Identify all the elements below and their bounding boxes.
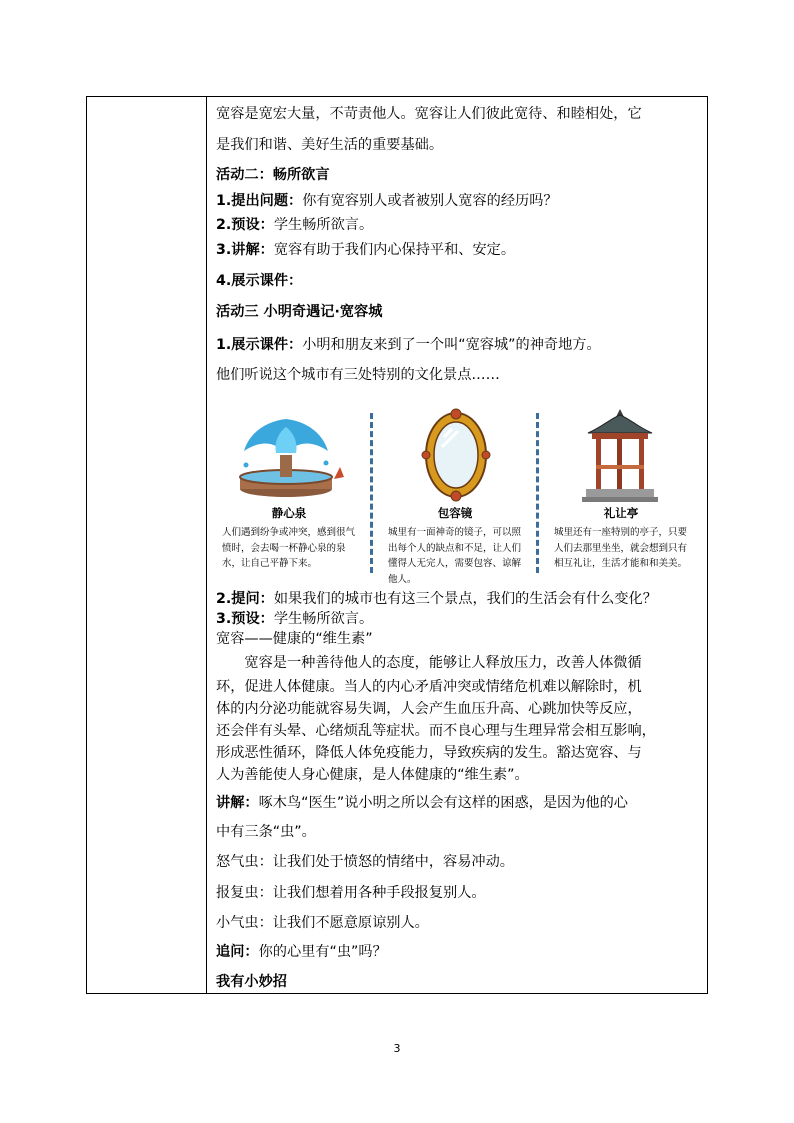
dashed-divider [536,413,539,573]
figure-item-text: 城里有一面神奇的镜子，可以照出每个人的缺点和不足，让人们懂得人无完人，需要包容、谅解他人。 [388,527,522,585]
activity-2-title: 活动二：畅所欲言 [216,167,330,183]
activity-3-step-1: 1.展示课件：小明和朋友来到了一个叫“宽容城”的神奇地方。 [216,337,601,353]
bug-anger: 怒气虫：让我们处于愤怒的情绪中，容易冲动。 [216,854,514,870]
follow-up-question: 追问：你的心里有“虫”吗？ [216,944,387,960]
question-2: 2.提问：如果我们的城市也有这三个景点，我们的生活会有什么变化？ [216,591,657,607]
bug-petty: 小气虫：让我们不愿意原谅别人。 [216,915,429,931]
dashed-divider [370,413,373,573]
step-explain: 3.讲解：宽容有助于我们内心保持平和、安定。 [216,242,516,258]
preset-3: 3.预设：学生畅所欲言。 [216,611,374,627]
health-para-line: 体的内分泌功能就容易失调，人会产生血压升高、心跳加快等反应， [216,701,642,717]
explain-line-2: 中有三条“虫”。 [216,824,316,840]
tip-heading: 我有小妙招 [216,974,287,990]
step-question: 1.提出问题：你有宽容别人或者被别人宽容的经历吗？ [216,193,558,209]
health-para-line: 还会伴有头晕、心绪烦乱等症状。而不良心理与生理异常会相互影响， [216,723,656,739]
figure-item-text: 城里还有一座特别的亭子，只要人们去那里坐坐，就会想到只有相互礼让，生活才能和和美美。 [554,527,688,569]
activity-3-title: 活动三 小明奇遇记·宽容城 [216,304,383,320]
health-para-line: 形成恶性循环，降低人体免疫能力，导致疾病的发生。豁达宽容、与 [216,745,642,761]
health-subtitle: 宽容——健康的“维生素” [216,631,373,647]
figure-item-name: 包容镜 [437,506,473,520]
pavilion-icon [548,407,694,503]
figure-item-text: 人们遇到纷争或冲突，感到很气愤时，会去喝一杯静心泉的泉水，让自己平静下来。 [222,527,356,569]
table-left-column [87,97,207,993]
three-sites-figure [216,407,700,587]
intro-line-2: 是我们和谐、美好生活的重要基础。 [216,137,444,153]
figure-item-name: 礼让亭 [603,506,639,520]
explain-line-1: 讲解：啄木鸟“医生”说小明之所以会有这样的困惑，是因为他的心 [216,795,628,811]
figure-item-fountain [216,407,362,587]
page-number: 3 [393,1042,401,1055]
step-show-courseware: 4.展示课件： [216,273,303,289]
mirror-icon [382,407,528,503]
figure-item-mirror [382,407,528,587]
fountain-icon [216,407,362,503]
intro-line-1: 宽容是宽宏大量，不苛责他人。宽容让人们彼此宽待、和睦相处，它 [216,106,642,122]
health-para-line: 人为善能使人身心健康，是人体健康的“维生素”。 [216,767,529,783]
bug-revenge: 报复虫：让我们想着用各种手段报复别人。 [216,885,486,901]
activity-3-line-2: 他们听说这个城市有三处特别的文化景点…… [216,367,500,383]
figure-item-pavilion [548,407,694,587]
figure-item-name: 静心泉 [271,506,307,520]
health-para-line: 宽容是一种善待他人的态度，能够让人释放压力，改善人体微循 [216,655,642,671]
lesson-table [86,96,708,994]
step-preset: 2.预设：学生畅所欲言。 [216,217,374,233]
health-para-line: 环，促进人体健康。当人的内心矛盾冲突或情绪危机难以解除时，机 [216,679,642,695]
